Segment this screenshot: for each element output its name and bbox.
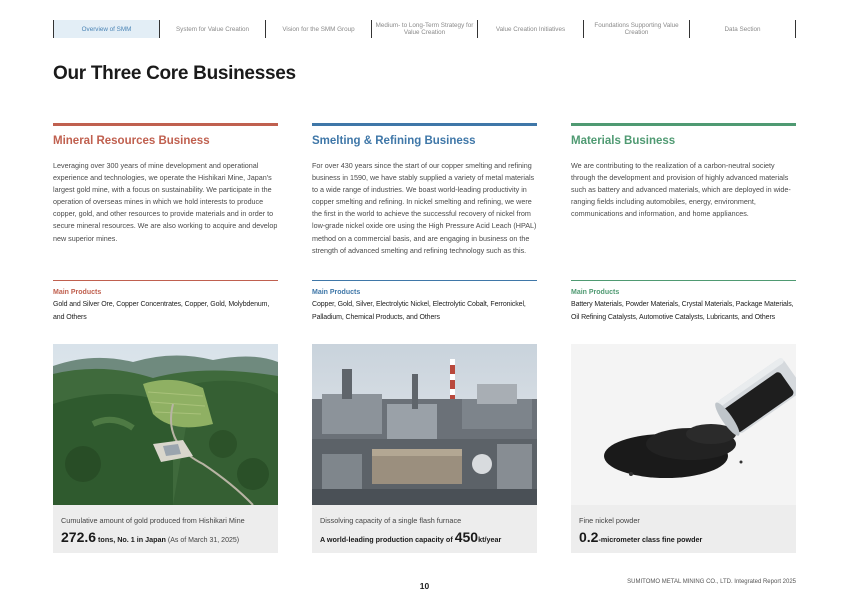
nickel-powder-photo xyxy=(571,344,796,505)
smelter-photo xyxy=(312,344,537,505)
figure-unit: tons, No. 1 in Japan xyxy=(96,535,166,544)
caption-box xyxy=(571,505,796,553)
key-figure xyxy=(579,529,702,547)
nav-tab-value-creation-initiatives[interactable]: Value Creation Initiatives xyxy=(477,20,583,38)
figure-unit: -micrometer class fine powder xyxy=(598,535,703,544)
figure-prefix: A world-leading production capacity of xyxy=(320,535,455,544)
business-heading: Materials Business xyxy=(571,135,676,147)
nav-tab-foundations[interactable]: Foundations Supporting Value Creation xyxy=(583,20,689,38)
page-number: 10 xyxy=(419,581,430,591)
main-products-label: Main Products xyxy=(312,289,361,296)
divider xyxy=(571,280,796,281)
figure-caption: Cumulative amount of gold produced from Hishikari Mine xyxy=(61,516,245,525)
figure-note: (As of March 31, 2025) xyxy=(165,537,240,544)
figure-caption: Dissolving capacity of a single flash furnace xyxy=(320,516,462,525)
nav-tab-vision[interactable]: Vision for the SMM Group xyxy=(265,20,371,38)
main-products-list: Gold and Silver Ore, Copper Concentrates, Copper, Gold, Molybdenum, and Others xyxy=(53,301,270,321)
main-products-label: Main Products xyxy=(571,289,620,296)
divider xyxy=(53,280,278,281)
figure-value: 0.2 xyxy=(579,529,599,545)
key-figure xyxy=(61,529,239,547)
main-products-list: Battery Materials, Powder Materials, Crystal Materials, Package Materials, Oil Refining Catalysts, Automotive Catalysts, Lubricants, and Others xyxy=(571,301,794,321)
page-title: Our Three Core Businesses xyxy=(53,63,296,84)
divider xyxy=(312,280,537,281)
main-products-list: Copper, Gold, Silver, Electrolytic Nickel, Electrolytic Cobalt, Ferronickel, Palladium, Chemical Products, and Others xyxy=(312,301,526,321)
business-heading: Mineral Resources Business xyxy=(53,135,210,147)
materials-column xyxy=(571,123,796,545)
nav-tab-strategy[interactable]: Medium- to Long-Term Strategy for Value Creation xyxy=(371,20,477,38)
footer-text: SUMITOMO METAL MINING CO., LTD. Integrated Report 2025 xyxy=(627,579,796,585)
figure-value: 450 xyxy=(454,529,479,545)
business-description: We are contributing to the realization of a carbon-neutral society through the development and provision of highly advanced materials such as battery and advanced materials, which are deployed in wide-ranging fields including automobiles, energy, environment, communications and information, and home appliances. xyxy=(571,161,791,219)
section-bar xyxy=(53,123,278,126)
figure-value: 272.6 xyxy=(61,529,97,545)
figure-unit: kt/year xyxy=(478,535,502,544)
hishikari-mine-photo xyxy=(53,344,278,505)
smelting-refining-column xyxy=(312,123,537,545)
business-description: For over 430 years since the start of our copper smelting and refining business in 1590, we have stably supplied a variety of metal materials to a wide range of industries. We boast world-leading productivity in copper smelting and refining. In nickel smelting and refining, we were the first in the world to achieve the successful recovery of nickel from low-grade nickel oxide ore using the High Pressure Acid Leach (HPAL) method on a commercial basis, and are engaging in business on the strength of advanced smelting and refining technology such as this. xyxy=(312,161,537,255)
figure-caption: Fine nickel powder xyxy=(579,516,640,525)
section-bar xyxy=(312,123,537,126)
caption-box xyxy=(53,505,278,553)
nav-tab-data-section[interactable]: Data Section xyxy=(689,20,796,38)
mineral-resources-column xyxy=(53,123,278,545)
key-figure xyxy=(320,529,501,547)
nav-tab-overview[interactable]: Overview of SMM xyxy=(53,20,159,38)
main-products-label: Main Products xyxy=(53,289,102,296)
business-description: Leveraging over 300 years of mine development and operational experience and technologies, we operate the Hishikari Mine, Japan's largest gold mine, with a focus on sustainability. We participate in the operation of overseas mines in which we hold interests to produce copper, gold, and other resources to provide materials and in order to secure mineral resources. We are also working to acquire and develop new superior mines. xyxy=(53,161,278,243)
section-nav xyxy=(53,20,796,38)
caption-box xyxy=(312,505,537,553)
nav-tab-system-for-value-creation[interactable]: System for Value Creation xyxy=(159,20,265,38)
section-bar xyxy=(571,123,796,126)
business-heading: Smelting & Refining Business xyxy=(312,135,476,147)
